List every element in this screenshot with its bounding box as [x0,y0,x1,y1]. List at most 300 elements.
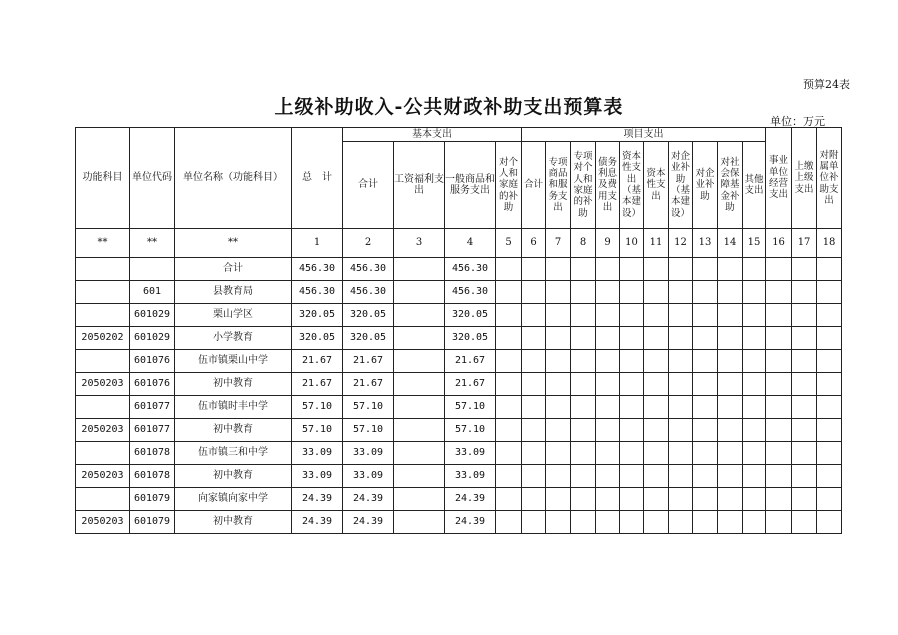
empty-cell [571,258,596,281]
empty-cell [669,465,693,488]
empty-cell [620,373,644,396]
wage-cell [394,465,445,488]
table-row [76,442,842,465]
header-enterprise-subsidy: 对企业补助 [693,142,718,229]
empty-cell [496,396,522,419]
empty-cell [718,396,743,419]
goods-services-cell: 24.39 [445,488,496,511]
header-special-personal: 专项对个人和家庭的补助 [571,142,596,229]
empty-cell [669,488,693,511]
table-row [76,488,842,511]
empty-cell [817,465,842,488]
empty-cell [620,419,644,442]
empty-cell [620,442,644,465]
unit-code-cell: 601 [130,281,175,304]
empty-cell [743,465,766,488]
empty-cell [596,327,620,350]
empty-cell [496,327,522,350]
unit-name-cell: 小学教育 [175,327,292,350]
unit-code-cell: 601078 [130,442,175,465]
empty-cell [693,327,718,350]
empty-cell [792,442,817,465]
empty-cell [718,511,743,534]
empty-cell [766,419,792,442]
goods-services-cell: 57.10 [445,419,496,442]
goods-services-cell: 456.30 [445,258,496,281]
empty-cell [817,488,842,511]
unit-code-cell: 601077 [130,396,175,419]
index-cell: 8 [571,229,596,258]
empty-cell [644,488,669,511]
empty-cell [522,488,546,511]
unit-name-cell: 伍市镇三和中学 [175,442,292,465]
basic-total-cell: 33.09 [343,465,394,488]
empty-cell [596,258,620,281]
empty-cell [817,419,842,442]
empty-cell [817,373,842,396]
empty-cell [496,442,522,465]
basic-total-cell: 21.67 [343,350,394,373]
empty-cell [571,442,596,465]
empty-cell [669,442,693,465]
func-subject-cell: 2050203 [76,373,130,396]
empty-cell [766,488,792,511]
unit-name-cell: 向家镇向家中学 [175,488,292,511]
empty-cell [620,465,644,488]
empty-cell [693,350,718,373]
empty-cell [743,350,766,373]
total-cell: 21.67 [292,373,343,396]
header-func-subject: 功能科目 [76,128,130,229]
empty-cell [571,488,596,511]
empty-cell [792,327,817,350]
header-basic-expense: 基本支出 [343,128,522,142]
unit-code-cell: 601079 [130,488,175,511]
header-business-expense: 事业单位经营支出 [766,128,792,229]
empty-cell [792,488,817,511]
empty-cell [743,488,766,511]
func-subject-cell: 2050203 [76,419,130,442]
empty-cell [596,396,620,419]
empty-cell [718,465,743,488]
empty-cell [693,373,718,396]
index-cell: 17 [792,229,817,258]
unit-name-cell: 合计 [175,258,292,281]
empty-cell [596,350,620,373]
empty-cell [546,488,571,511]
wage-cell [394,488,445,511]
empty-cell [546,465,571,488]
header-unit-name: 单位名称（功能科目） [175,128,292,229]
unit-code-cell: 601078 [130,465,175,488]
unit-name-cell: 伍市镇时丰中学 [175,396,292,419]
header-capital-construction: 资本性支出（基本建设） [620,142,644,229]
empty-cell [644,327,669,350]
header-total: 总 计 [292,128,343,229]
empty-cell [571,304,596,327]
empty-cell [496,281,522,304]
func-subject-cell: 2050202 [76,327,130,350]
empty-cell [766,511,792,534]
unit-name-cell: 初中教育 [175,419,292,442]
empty-cell [496,511,522,534]
wage-cell [394,373,445,396]
table-row [76,281,842,304]
empty-cell [718,258,743,281]
empty-cell [766,442,792,465]
empty-cell [743,281,766,304]
empty-cell [792,373,817,396]
empty-cell [743,511,766,534]
empty-cell [522,373,546,396]
basic-total-cell: 21.67 [343,373,394,396]
total-cell: 24.39 [292,488,343,511]
func-subject-cell [76,281,130,304]
empty-cell [817,304,842,327]
func-subject-cell [76,350,130,373]
basic-total-cell: 456.30 [343,281,394,304]
total-cell: 57.10 [292,419,343,442]
basic-total-cell: 320.05 [343,304,394,327]
goods-services-cell: 24.39 [445,511,496,534]
header-capital: 资本性支出 [644,142,669,229]
empty-cell [817,511,842,534]
goods-services-cell: 57.10 [445,396,496,419]
goods-services-cell: 33.09 [445,442,496,465]
basic-total-cell: 320.05 [343,327,394,350]
empty-cell [496,373,522,396]
empty-cell [792,465,817,488]
empty-cell [766,281,792,304]
wage-cell [394,350,445,373]
empty-cell [596,419,620,442]
total-cell: 24.39 [292,511,343,534]
empty-cell [766,304,792,327]
empty-cell [693,442,718,465]
empty-cell [718,327,743,350]
empty-cell [522,419,546,442]
empty-cell [644,396,669,419]
header-personal-subsidy: 对个人和家庭的补助 [496,142,522,229]
empty-cell [718,442,743,465]
empty-cell [693,511,718,534]
empty-cell [693,419,718,442]
empty-cell [571,511,596,534]
empty-cell [571,281,596,304]
wage-cell [394,419,445,442]
empty-cell [546,373,571,396]
wage-cell [394,327,445,350]
empty-cell [571,465,596,488]
unit-name-cell: 栗山学区 [175,304,292,327]
empty-cell [522,465,546,488]
empty-cell [522,258,546,281]
empty-cell [644,465,669,488]
empty-cell [718,373,743,396]
wage-cell [394,258,445,281]
index-cell: 12 [669,229,693,258]
index-cell: 6 [522,229,546,258]
empty-cell [792,281,817,304]
basic-total-cell: 33.09 [343,442,394,465]
empty-cell [546,511,571,534]
empty-cell [644,258,669,281]
empty-cell [620,258,644,281]
total-cell: 320.05 [292,327,343,350]
unit-name-cell: 县教育局 [175,281,292,304]
empty-cell [669,304,693,327]
unit-label: 单位：万元 [770,115,825,128]
empty-cell [743,304,766,327]
table-row [76,373,842,396]
table-row [76,511,842,534]
empty-cell [644,419,669,442]
index-cell: 10 [620,229,644,258]
empty-cell [792,419,817,442]
empty-cell [546,396,571,419]
index-cell: 2 [343,229,394,258]
empty-cell [620,327,644,350]
goods-services-cell: 21.67 [445,373,496,396]
empty-cell [718,281,743,304]
empty-cell [693,488,718,511]
wage-cell [394,281,445,304]
goods-services-cell: 21.67 [445,350,496,373]
page-title: 上级补助收入-公共财政补助支出预算表 [274,96,624,118]
empty-cell [669,373,693,396]
empty-cell [792,304,817,327]
empty-cell [669,258,693,281]
empty-cell [546,327,571,350]
empty-cell [620,281,644,304]
empty-cell [496,258,522,281]
goods-services-cell: 456.30 [445,281,496,304]
empty-cell [766,327,792,350]
empty-cell [522,396,546,419]
empty-cell [596,373,620,396]
empty-cell [693,396,718,419]
empty-cell [766,396,792,419]
index-cell: 7 [546,229,571,258]
empty-cell [596,304,620,327]
empty-cell [669,350,693,373]
unit-name-cell: 初中教育 [175,373,292,396]
empty-cell [546,304,571,327]
empty-cell [766,373,792,396]
table-body [76,258,842,534]
empty-cell [620,511,644,534]
empty-cell [546,442,571,465]
empty-cell [792,258,817,281]
unit-code-cell: 601079 [130,511,175,534]
budget-table [75,127,842,534]
empty-cell [743,442,766,465]
empty-cell [743,258,766,281]
empty-cell [718,419,743,442]
empty-cell [596,511,620,534]
total-cell: 57.10 [292,396,343,419]
index-cell: 15 [743,229,766,258]
empty-cell [693,465,718,488]
empty-cell [496,350,522,373]
header-remit-superior: 上缴上级支出 [792,128,817,229]
empty-cell [817,442,842,465]
empty-cell [620,488,644,511]
empty-cell [693,281,718,304]
index-cell: 13 [693,229,718,258]
empty-cell [546,350,571,373]
empty-cell [522,304,546,327]
wage-cell [394,442,445,465]
empty-cell [522,442,546,465]
index-cell: ** [175,229,292,258]
empty-cell [571,350,596,373]
empty-cell [669,419,693,442]
empty-cell [718,350,743,373]
basic-total-cell: 57.10 [343,419,394,442]
empty-cell [766,258,792,281]
header-enterprise-construction: 对企业补助（基本建设） [669,142,693,229]
empty-cell [743,373,766,396]
table-code: 预算24表 [803,78,850,91]
empty-cell [644,442,669,465]
empty-cell [571,396,596,419]
basic-total-cell: 24.39 [343,488,394,511]
func-subject-cell [76,488,130,511]
index-cell: 5 [496,229,522,258]
empty-cell [817,350,842,373]
empty-cell [596,442,620,465]
table-row [76,350,842,373]
basic-total-cell: 57.10 [343,396,394,419]
index-row [76,229,842,258]
total-cell: 456.30 [292,281,343,304]
empty-cell [571,327,596,350]
unit-name-cell: 初中教育 [175,465,292,488]
empty-cell [596,488,620,511]
empty-cell [669,511,693,534]
empty-cell [620,304,644,327]
table-row [76,465,842,488]
header-project-total: 合计 [522,142,546,229]
goods-services-cell: 320.05 [445,304,496,327]
empty-cell [571,373,596,396]
empty-cell [766,350,792,373]
func-subject-cell [76,396,130,419]
empty-cell [718,304,743,327]
header-subsidiary-subsidy: 对附属单位补助支出 [817,128,842,229]
empty-cell [522,511,546,534]
empty-cell [546,258,571,281]
func-subject-cell [76,304,130,327]
empty-cell [620,350,644,373]
header-special-goods: 专项商品和服务支出 [546,142,571,229]
table-row [76,258,842,281]
empty-cell [644,373,669,396]
empty-cell [743,419,766,442]
empty-cell [743,327,766,350]
header-social-security: 对社会保障基金补助 [718,142,743,229]
empty-cell [522,281,546,304]
unit-name-cell: 伍市镇栗山中学 [175,350,292,373]
empty-cell [571,419,596,442]
unit-code-cell: 601076 [130,350,175,373]
goods-services-cell: 320.05 [445,327,496,350]
index-cell: ** [76,229,130,258]
basic-total-cell: 24.39 [343,511,394,534]
index-cell: 11 [644,229,669,258]
func-subject-cell [76,442,130,465]
total-cell: 456.30 [292,258,343,281]
unit-code-cell: 601029 [130,327,175,350]
total-cell: 320.05 [292,304,343,327]
header-goods-services: 一般商品和服务支出 [445,142,496,229]
empty-cell [792,396,817,419]
basic-total-cell: 456.30 [343,258,394,281]
empty-cell [817,281,842,304]
unit-code-cell: 601029 [130,304,175,327]
empty-cell [522,350,546,373]
total-cell: 33.09 [292,465,343,488]
empty-cell [718,488,743,511]
empty-cell [620,396,644,419]
unit-code-cell [130,258,175,281]
index-cell: 9 [596,229,620,258]
empty-cell [792,511,817,534]
empty-cell [817,258,842,281]
func-subject-cell: 2050203 [76,511,130,534]
empty-cell [596,281,620,304]
table-row [76,419,842,442]
unit-code-cell: 601077 [130,419,175,442]
table-row [76,327,842,350]
empty-cell [817,327,842,350]
index-cell: 16 [766,229,792,258]
empty-cell [546,419,571,442]
empty-cell [546,281,571,304]
table-row [76,304,842,327]
empty-cell [792,350,817,373]
total-cell: 33.09 [292,442,343,465]
empty-cell [644,281,669,304]
func-subject-cell [76,258,130,281]
index-cell: 1 [292,229,343,258]
empty-cell [644,350,669,373]
empty-cell [496,465,522,488]
empty-cell [817,396,842,419]
index-cell: 14 [718,229,743,258]
empty-cell [644,511,669,534]
empty-cell [496,304,522,327]
index-cell: ** [130,229,175,258]
empty-cell [766,465,792,488]
header-project-expense: 项目支出 [522,128,766,142]
wage-cell [394,396,445,419]
index-cell: 18 [817,229,842,258]
empty-cell [496,488,522,511]
empty-cell [496,419,522,442]
header-other: 其他支出 [743,142,766,229]
empty-cell [522,327,546,350]
header-wage-welfare: 工资福利支出 [394,142,445,229]
index-cell: 4 [445,229,496,258]
empty-cell [644,304,669,327]
total-cell: 21.67 [292,350,343,373]
unit-name-cell: 初中教育 [175,511,292,534]
empty-cell [669,327,693,350]
header-unit-code: 单位代码 [130,128,175,229]
unit-code-cell: 601076 [130,373,175,396]
